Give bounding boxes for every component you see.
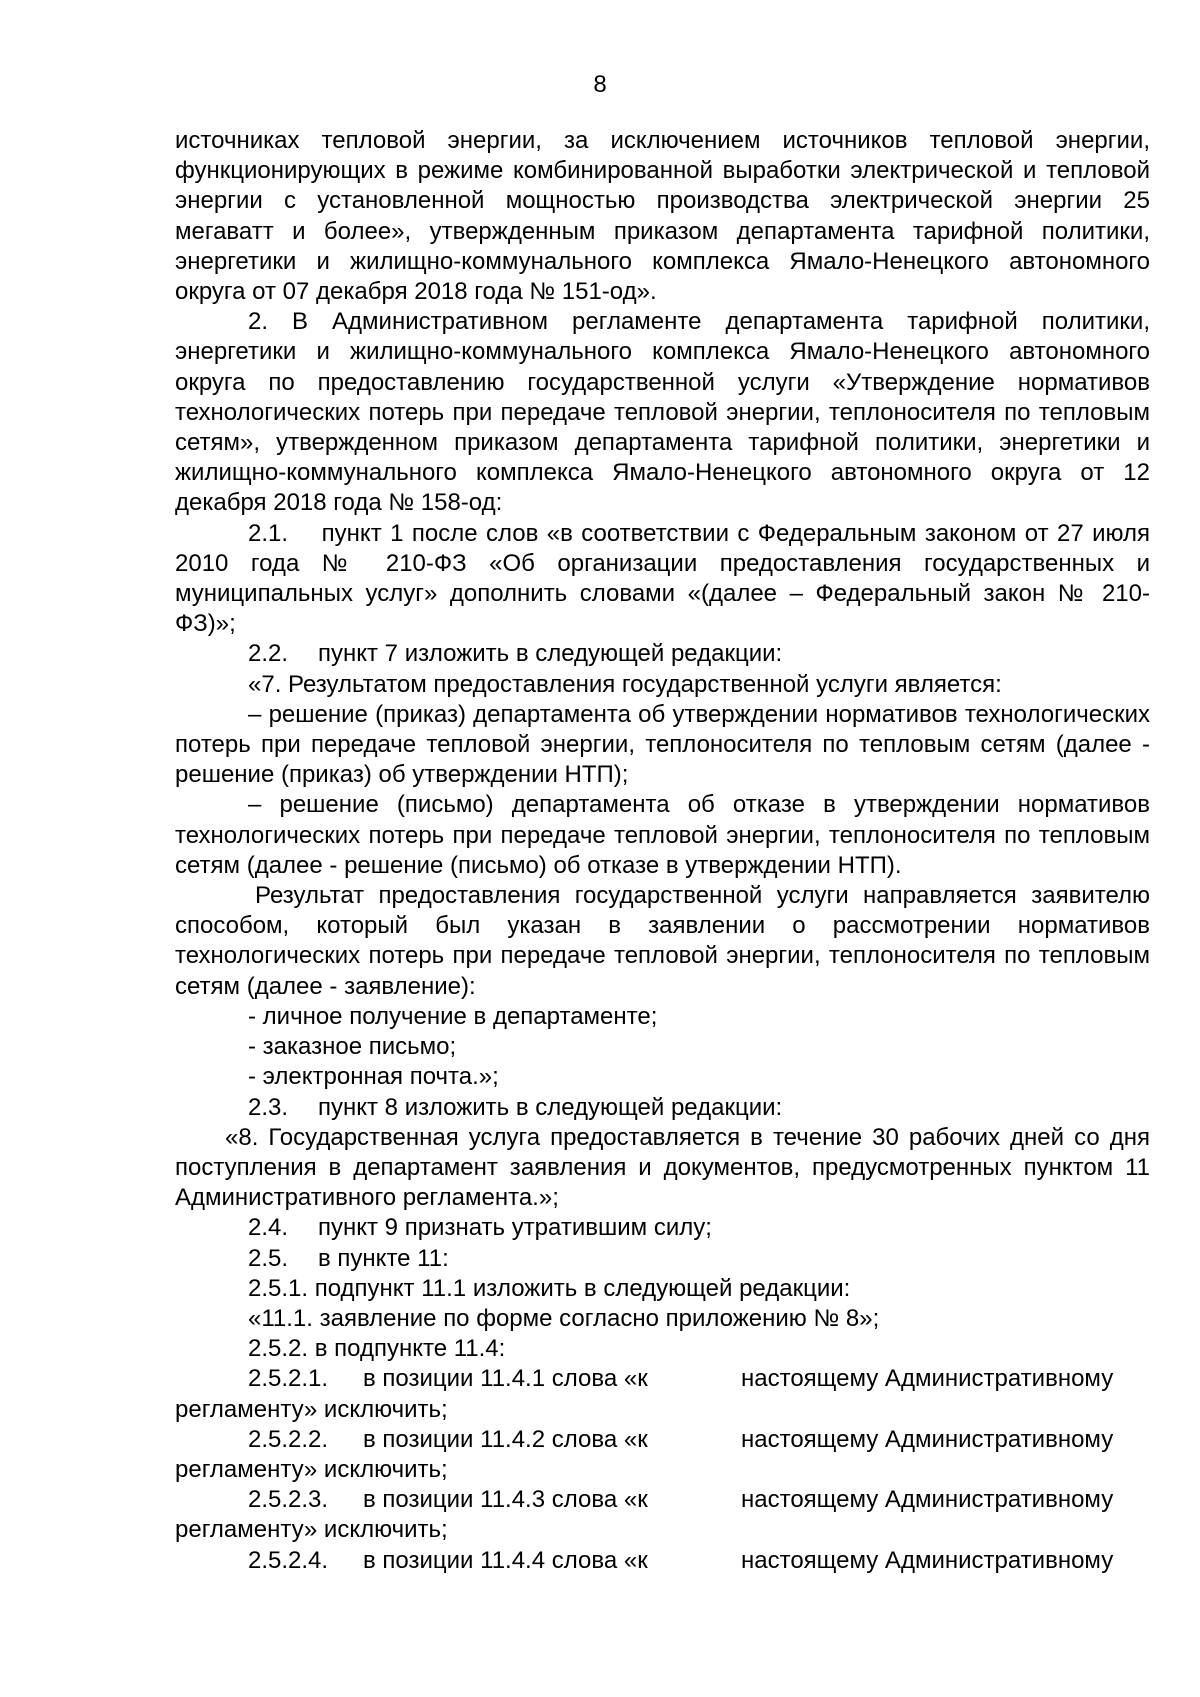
item-text-tail: регламенту» исключить; (175, 1516, 448, 1544)
paragraph-item-2-5-2-1 (175, 1364, 1150, 1424)
list-item-registered-mail: - заказное письмо; (248, 1033, 457, 1061)
paragraph-item-2-5 (175, 1244, 1150, 1274)
list-item-personal: - личное получение в департаменте; (248, 1002, 658, 1030)
item-text: в позиции 11.4.1 слова «к (363, 1365, 648, 1393)
item-text: пункт 9 признать утратившим силу; (318, 1214, 712, 1242)
item-text: в позиции 11.4.2 слова «к (363, 1425, 648, 1453)
item-text: пункт 7 изложить в следующей редакции: (318, 640, 783, 668)
item-text-tail: регламенту» исключить; (175, 1395, 448, 1423)
paragraph-item-2-5-2-2 (175, 1425, 1150, 1485)
item-text-continued: настоящему Административному (741, 1425, 1114, 1453)
paragraph-item-2-5-2: 2.5.2. в подпункте 11.4: (248, 1335, 506, 1363)
item-text-continued: настоящему Административному (741, 1365, 1114, 1393)
item-number: 2.1. (248, 519, 289, 547)
item-text-continued: настоящему Административному (741, 1486, 1114, 1514)
item-number: 2.4. (248, 1214, 289, 1242)
paragraph-item-2-3 (175, 1093, 1150, 1123)
item-number: 2.5.2.4. (248, 1546, 329, 1574)
paragraph-dash-1: – решение (приказ) департамента об утверждении нормативов технологических потерь при передаче тепловой энергии, теплоносителя по тепловым сетям (далее - решение (приказ) об утверждении НТП); (175, 700, 1150, 789)
item-text-tail: регламенту» исключить; (175, 1455, 448, 1483)
document-body (175, 126, 1150, 1576)
page-number: 8 (593, 71, 607, 98)
item-number: 2.5. (248, 1244, 289, 1272)
item-number: 2.5.2.1. (248, 1365, 329, 1393)
paragraph-item-2-2 (175, 639, 1150, 669)
item-number: 2.2. (248, 640, 289, 668)
item-text: пункт 1 после слов «в соответствии с Федеральным законом от 27 июля 2010 года № 210-ФЗ «Об организации предоставления государственных и муниципальных услуг» дополнить словами «(далее – Федеральный закон № 210-ФЗ)»; (175, 519, 1150, 638)
item-number: 2.5.2.3. (248, 1486, 329, 1514)
item-text: пункт 8 изложить в следующей редакции: (318, 1093, 783, 1121)
paragraph-continuation: источниках тепловой энергии, за исключением источников тепловой энергии, функционирующих в режиме комбинированной выработки электрической и тепловой энергии с установленной мощностью производства электрической энергии 25 мегаватт и более», утвержденным приказом департамента тарифной политики, энергетики и жилищно-коммунального комплекса Ямало-Ненецкого автономного округа от 07 декабря 2018 года № 151-од». (175, 127, 1150, 306)
paragraph-item-2-4 (175, 1213, 1150, 1243)
paragraph-item-2-5-2-4 (175, 1546, 1150, 1576)
item-number: 2.3. (248, 1093, 289, 1121)
paragraph-item-2-5-1: 2.5.1. подпункт 11.1 изложить в следующей редакции: (248, 1274, 851, 1302)
paragraph-result: Результат предоставления государственной услуги направляется заявителю способом, который был указан в заявлении о рассмотрении нормативов технологических потерь при передаче тепловой энергии, теплоносителя по тепловым сетям (далее - заявление): (175, 882, 1150, 1000)
paragraph-quote-8: «8. Государственная услуга предоставляется в течение 30 рабочих дней со дня поступления в департамент заявления и документов, предусмотренных пунктом 11 Административного регламента.»; (175, 1123, 1150, 1212)
paragraph-item-2-5-2-3 (175, 1485, 1150, 1545)
paragraph-quote-7: «7. Результатом предоставления государственной услуги является: (248, 670, 1002, 698)
paragraph-item-2-1 (175, 519, 1150, 640)
paragraph-quote-11-1: «11.1. заявление по форме согласно приложению № 8»; (248, 1304, 880, 1332)
item-text: в пункте 11: (318, 1244, 449, 1272)
item-number: 2.5.2.2. (248, 1425, 329, 1453)
item-text-continued: настоящему Административному (741, 1546, 1114, 1574)
paragraph-dash-2: – решение (письмо) департамента об отказе в утверждении нормативов технологических потерь при передаче тепловой энергии, теплоносителя по тепловым сетям (далее - решение (письмо) об отказе в утверждении НТП). (175, 791, 1150, 879)
item-text: в позиции 11.4.3 слова «к (363, 1486, 648, 1514)
list-item-email: - электронная почта.»; (248, 1063, 499, 1091)
item-text: в позиции 11.4.4 слова «к (363, 1546, 648, 1574)
paragraph-item-2: 2. В Административном регламенте департамента тарифной политики, энергетики и жилищно-коммунального комплекса Ямало-Ненецкого автономного округа по предоставлению государственной услуги «Утверждение нормативов технологических потерь при передаче тепловой энергии, теплоносителя по тепловым сетям», утвержденном приказом департамента тарифной политики, энергетики и жилищно-коммунального комплекса Ямало-Ненецкого автономного округа от 12 декабря 2018 года № 158-од: (175, 308, 1150, 517)
